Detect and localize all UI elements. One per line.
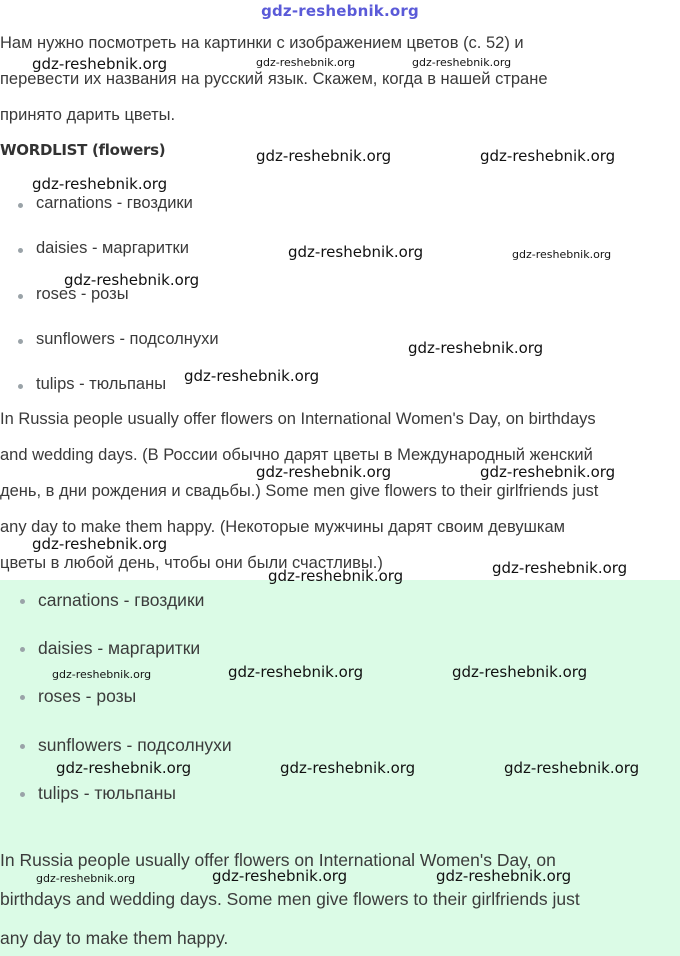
wordlist-heading: WORDLIST (flowers) — [0, 141, 166, 159]
list-item-text: tulips - тюльпаны — [36, 375, 167, 393]
answer-line: and wedding days. (В России обычно дарят цветы в Международный женский — [0, 446, 593, 464]
list-item-text: daisies - маргаритки — [36, 239, 189, 257]
bullet-icon — [20, 792, 25, 797]
watermark: gdz-reshebnik.org — [412, 56, 512, 69]
bullet-icon — [18, 203, 23, 208]
intro-line: перевести их названия на русский язык. Скажем, когда в нашей стране — [0, 70, 548, 88]
watermark: gdz-reshebnik.org — [480, 147, 616, 165]
watermark: gdz-reshebnik.org — [504, 759, 640, 777]
green-line: any day to make them happy. — [0, 928, 229, 948]
bullet-icon — [18, 384, 23, 389]
list-item-text: carnations - гвоздики — [38, 590, 205, 610]
watermark: gdz-reshebnik.org — [256, 147, 392, 165]
intro-line: принято дарить цветы. — [0, 106, 176, 124]
watermark: gdz-reshebnik.org — [32, 175, 168, 193]
watermark: gdz-reshebnik.org — [280, 759, 416, 777]
list-item-text: roses - розы — [38, 686, 137, 706]
watermark: gdz-reshebnik.org — [36, 872, 136, 885]
watermark: gdz-reshebnik.org — [256, 56, 356, 69]
bullet-icon — [18, 248, 23, 253]
watermark: gdz-reshebnik.org — [64, 271, 200, 289]
list-item-text: sunflowers - подсолнухи — [36, 330, 219, 348]
watermark: gdz-reshebnik.org — [288, 243, 424, 261]
watermark: gdz-reshebnik.org — [56, 759, 192, 777]
watermark: gdz-reshebnik.org — [480, 463, 616, 481]
watermark: gdz-reshebnik.org — [408, 339, 544, 357]
watermark: gdz-reshebnik.org — [492, 559, 628, 577]
bullet-icon — [18, 339, 23, 344]
bullet-icon — [20, 599, 25, 604]
watermark: gdz-reshebnik.org — [452, 663, 588, 681]
watermark: gdz-reshebnik.org — [436, 867, 572, 885]
answer-line: In Russia people usually offer flowers on International Women's Day, on birthdays — [0, 410, 596, 428]
list-item-text: roses - розы — [36, 285, 129, 303]
site-header-logo[interactable]: gdz-reshebnik.org — [261, 2, 419, 20]
watermark: gdz-reshebnik.org — [228, 663, 364, 681]
watermark: gdz-reshebnik.org — [212, 867, 348, 885]
watermark: gdz-reshebnik.org — [268, 567, 404, 585]
answer-line: any day to make them happy. (Некоторые мужчины дарят своим девушкам — [0, 518, 565, 536]
list-item-text: carnations - гвоздики — [36, 194, 193, 212]
watermark: gdz-reshebnik.org — [256, 463, 392, 481]
list-item-text: tulips - тюльпаны — [38, 783, 176, 803]
bullet-icon — [18, 294, 23, 299]
answer-line: день, в дни рождения и свадьбы.) Some men give flowers to their girlfriends just — [0, 482, 599, 500]
green-line: In Russia people usually offer flowers on International Women's Day, on — [0, 850, 556, 870]
bullet-icon — [20, 647, 25, 652]
bullet-icon — [20, 695, 25, 700]
watermark: gdz-reshebnik.org — [512, 248, 612, 261]
intro-line: Нам нужно посмотреть на картинки с изображением цветов (с. 52) и — [0, 34, 524, 52]
answer-line: цветы в любой день, чтобы они были счастливы.) — [0, 554, 383, 572]
watermark: gdz-reshebnik.org — [52, 668, 152, 681]
watermark: gdz-reshebnik.org — [32, 55, 168, 73]
list-item-text: sunflowers - подсолнухи — [38, 735, 232, 755]
green-line: birthdays and wedding days. Some men give flowers to their girlfriends just — [0, 889, 580, 909]
watermark: gdz-reshebnik.org — [32, 535, 168, 553]
watermark: gdz-reshebnik.org — [184, 367, 320, 385]
bullet-icon — [20, 744, 25, 749]
list-item-text: daisies - маргаритки — [38, 638, 201, 658]
